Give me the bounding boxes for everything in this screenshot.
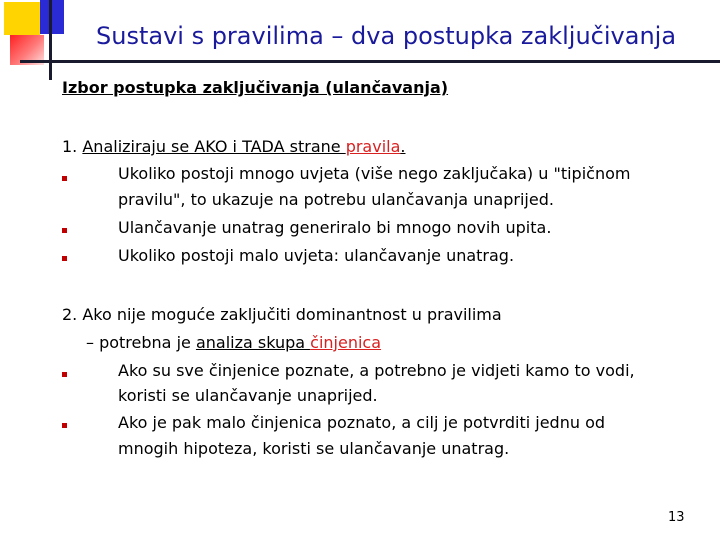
section1-number: 1.	[62, 137, 83, 156]
section1-lead-underlined: Analiziraju se AKO i TADA strane	[82, 137, 346, 156]
bullet-icon	[62, 372, 67, 377]
section2-continuation	[86, 333, 381, 353]
section2-bullet2-line2: mnogih hipoteza, koristi se ulančavanje unatrag.	[118, 439, 510, 458]
section2-cont-underlined: analiza skupa	[195, 333, 311, 352]
section2-bullet2-line1: Ako je pak malo činjenica poznato, a cilj je potvrditi jednu od	[118, 413, 606, 432]
section2-cont-prefix: – potrebna je	[86, 333, 196, 352]
slide-title: Sustavi s pravilima – dva postupka zaključivanja	[96, 22, 677, 50]
decor-yellow-square	[4, 2, 40, 35]
decor-vertical-line	[49, 0, 52, 80]
section1-bullet3: Ukoliko postoji malo uvjeta: ulančavanje unatrag.	[118, 246, 515, 265]
section2-lead: 2. Ako nije moguće zaključiti dominantnost u pravilima	[62, 305, 502, 324]
page-number: 13	[668, 510, 685, 525]
decor-blue-square	[40, 0, 64, 34]
section1-lead	[62, 137, 405, 157]
section1-bullet1-line2: pravilu", to ukazuje na potrebu ulančavanja unaprijed.	[118, 190, 554, 209]
section1-lead-red: pravila	[345, 137, 401, 156]
slide-subheading: Izbor postupka zaključivanja (ulančavanja)	[62, 78, 449, 97]
section1-bullet2: Ulančavanje unatrag generiralo bi mnogo novih upita.	[118, 218, 552, 237]
bullet-icon	[62, 176, 67, 181]
section2-cont-red: činjenica	[310, 333, 382, 352]
decor-horizontal-line	[20, 60, 720, 63]
bullet-icon	[62, 423, 67, 428]
section1-bullet1-line1: Ukoliko postoji mnogo uvjeta (više nego zaključaka) u "tipičnom	[118, 164, 631, 183]
section2-bullet1-line2: koristi se ulančavanje unaprijed.	[118, 386, 378, 405]
section1-lead-suffix: .	[400, 137, 406, 156]
bullet-icon	[62, 256, 67, 261]
section2-bullet1-line1: Ako su sve činjenice poznate, a potrebno je vidjeti kamo to vodi,	[118, 361, 635, 380]
bullet-icon	[62, 228, 67, 233]
